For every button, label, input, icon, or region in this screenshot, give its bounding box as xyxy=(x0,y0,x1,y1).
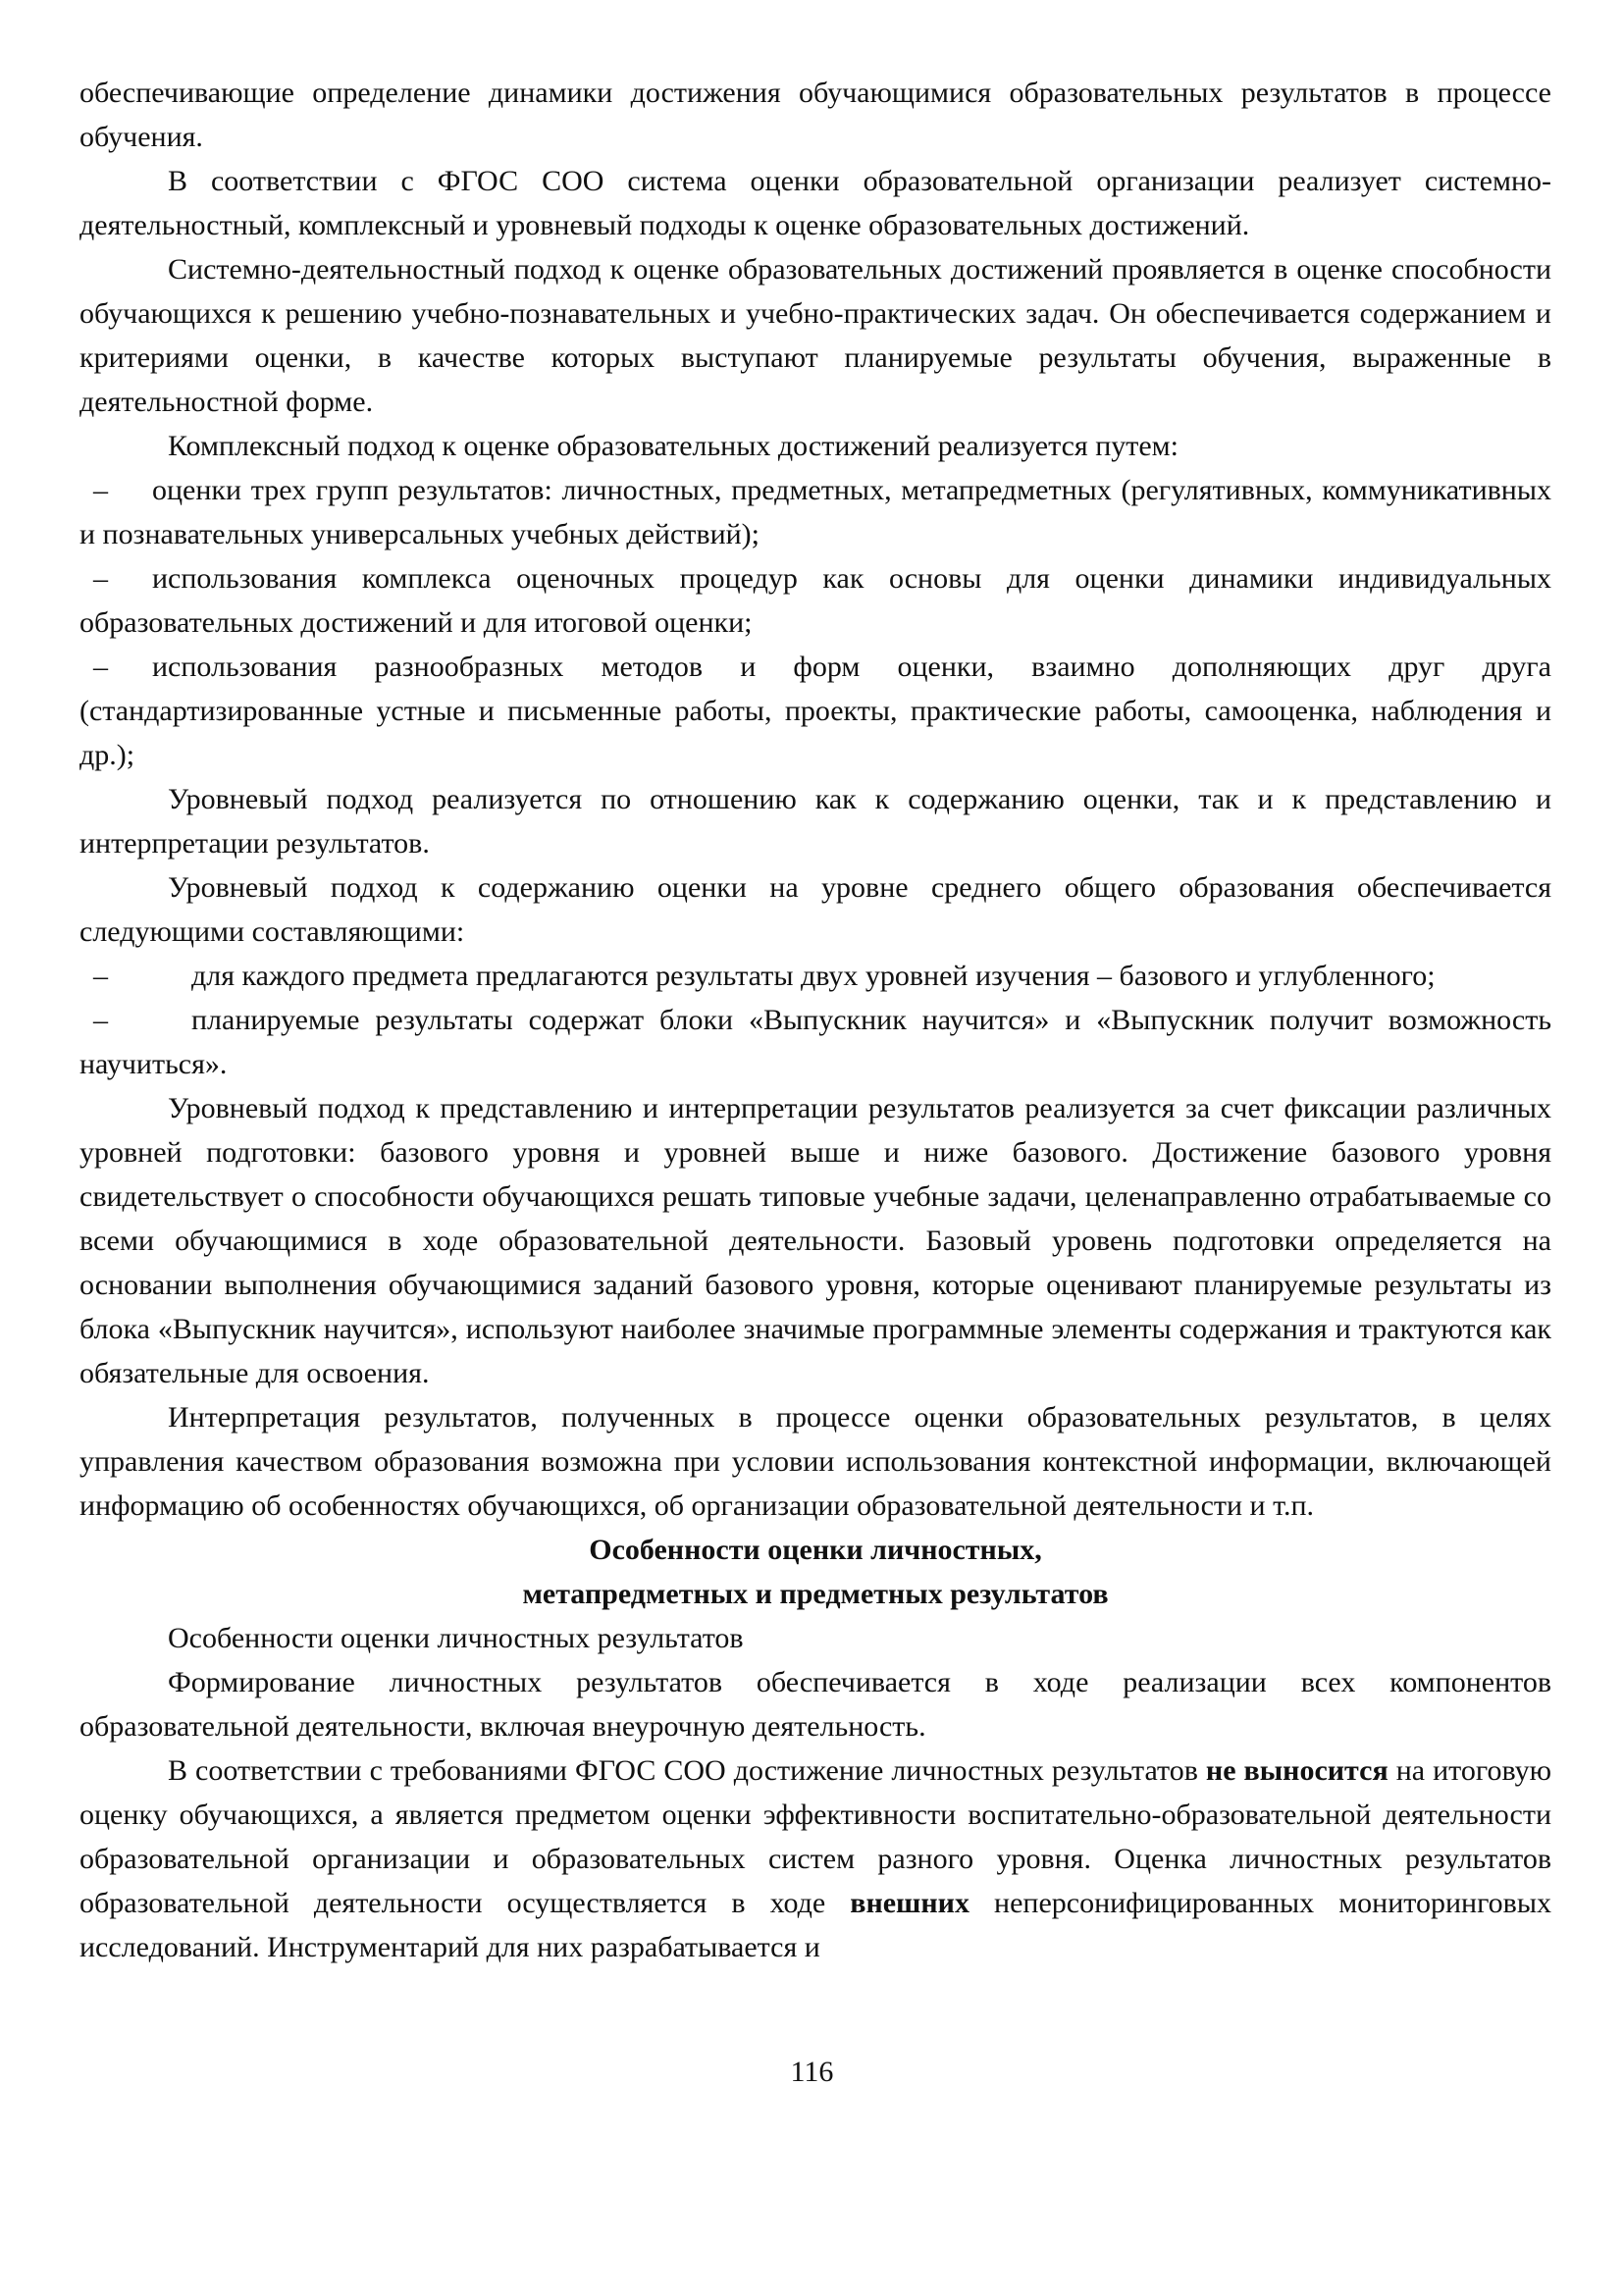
paragraph: Интерпретация результатов, полученных в процессе оценки образовательных результатов, в целях управления качеством образования возможна при условии использования контекстной информации, включающей информацию об особенностях обучающихся, об организации образовательной деятельности и т.п. xyxy=(79,1401,1551,1522)
subsection-title: Особенности оценки личностных результатов xyxy=(168,1622,744,1654)
paragraph: обеспечивающие определение динамики достижения обучающимися образовательных результатов в процессе обучения. xyxy=(79,77,1551,153)
list-item-text: использования разнообразных методов и форм оценки, взаимно дополняющих друг друга (стандартизированные устные и письменные работы, проекты, практические работы, самооценка, наблюдения и др.); xyxy=(79,651,1551,771)
list-item xyxy=(79,998,1551,1086)
complex-approach-list xyxy=(79,468,1551,777)
text-run: неперсонифицированных мониторинговых исследований. Инструментарий для них разрабатывается и xyxy=(79,1887,1551,1963)
paragraph: Уровневый подход к содержанию оценки на уровне среднего общего образования обеспечивается следующими составляющими: xyxy=(79,871,1551,948)
paragraph: Формирование личностных результатов обеспечивается в ходе реализации всех компонентов образовательной деятельности, включая внеурочную деятельность. xyxy=(79,1666,1551,1743)
section-heading-line-1: Особенности оценки личностных, xyxy=(589,1534,1042,1566)
paragraph: Комплексный подход к оценке образовательных достижений реализуется путем: xyxy=(168,430,1179,462)
paragraph: Уровневый подход реализуется по отношению как к содержанию оценки, так и к представлению и интерпретации результатов. xyxy=(79,783,1551,860)
page-number: 116 xyxy=(790,2056,834,2088)
level-approach-list xyxy=(79,954,1551,1086)
dash-bullet: – xyxy=(93,651,108,683)
paragraph xyxy=(79,1748,1551,1969)
list-item-text: для каждого предмета предлагаются результаты двух уровней изучения – базового и углубленного; xyxy=(191,960,1436,992)
bold-text: внешних xyxy=(850,1887,969,1919)
list-item xyxy=(79,468,1551,556)
paragraph: В соответствии с ФГОС СОО система оценки образовательной организации реализует системно-деятельностный, комплексный и уровневый подходы к оценке образовательных достижений. xyxy=(79,165,1551,241)
text-run: на итоговую оценку обучающихся, а является предметом оценки эффективности воспитательно-образовательной деятельности образовательной организации и образовательных систем разного уровня. Оценка личностных результатов образовательной деятельности осуществляется в ходе xyxy=(79,1754,1551,1919)
list-item-text: планируемые результаты содержат блоки «Выпускник научится» и «Выпускник получит возможность научиться». xyxy=(79,1004,1551,1080)
list-item-text: использования комплекса оценочных процедур как основы для оценки динамики индивидуальных образовательных достижений и для итоговой оценки; xyxy=(79,562,1551,639)
list-item xyxy=(79,645,1551,777)
list-item-text: оценки трех групп результатов: личностных, предметных, метапредметных (регулятивных, коммуникативных и познавательных универсальных учебных действий); xyxy=(79,474,1551,550)
dash-bullet: – xyxy=(93,562,108,595)
bold-text: не выносится xyxy=(1205,1754,1388,1787)
section-heading-line-2: метапредметных и предметных результатов xyxy=(522,1578,1109,1610)
paragraph: Системно-деятельностный подход к оценке образовательных достижений проявляется в оценке способности обучающихся к решению учебно-познавательных и учебно-практических задач. Он обеспечивается содержанием и критериями оценки, в качестве которых выступают планируемые результаты обучения, выраженные в деятельностной форме. xyxy=(79,253,1551,418)
list-item xyxy=(79,556,1551,645)
dash-bullet: – xyxy=(93,960,108,992)
dash-bullet: – xyxy=(93,1004,108,1036)
dash-bullet: – xyxy=(93,474,108,506)
text-run: В соответствии с требованиями ФГОС СОО достижение личностных результатов xyxy=(168,1754,1206,1787)
list-item xyxy=(79,954,1551,998)
paragraph: Уровневый подход к представлению и интерпретации результатов реализуется за счет фиксации различных уровней подготовки: базового уровня и уровней выше и ниже базового. Достижение базового уровня свидетельствует о способности обучающихся решать типовые учебные задачи, целенаправленно отрабатываемые со всеми обучающимися в ходе образовательной деятельности. Базовый уровень подготовки определяется на основании выполнения обучающимися заданий базового уровня, которые оценивают планируемые результаты из блока «Выпускник научится», используют наиболее значимые программные элементы содержания и трактуются как обязательные для освоения. xyxy=(79,1092,1551,1389)
document-page xyxy=(79,71,1551,1969)
